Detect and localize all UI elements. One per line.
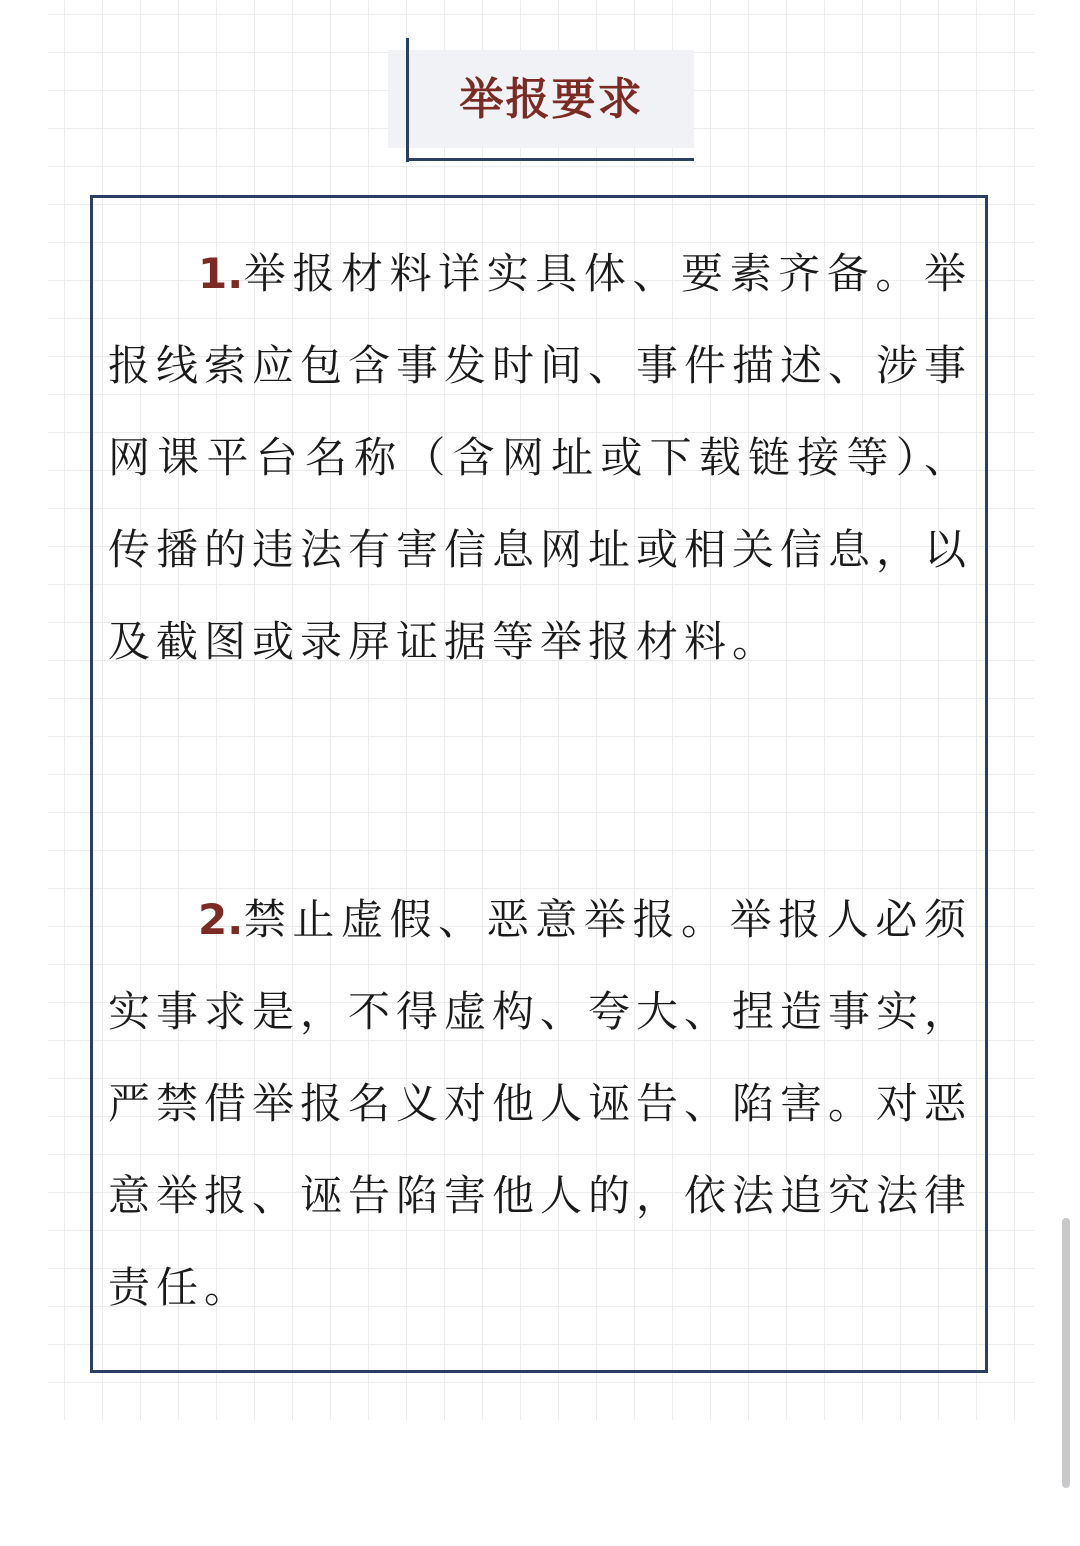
item-text: 禁止虚假、恶意举报。举报人必须实事求是，不得虚构、夸大、捏造事实，严禁借举报名义对他人诬告、陷害。对恶意举报、诬告陷害他人的，依法追究法律责任。 (108, 895, 973, 1312)
item-number: 1. (198, 249, 244, 298)
scrollbar[interactable] (1062, 1218, 1070, 1488)
title-bottom-border (406, 158, 694, 161)
item-text: 举报材料详实具体、要素齐备。举报线索应包含事发时间、事件描述、涉事网课平台名称（含网址或下载链接等）、传播的违法有害信息网址或相关信息，以及截图或录屏证据等举报材料。 (108, 249, 973, 666)
section-title: 举报要求 (459, 74, 644, 125)
requirement-item-2 (108, 874, 972, 1334)
item-number: 2. (198, 895, 244, 944)
requirement-item-1 (108, 228, 972, 688)
